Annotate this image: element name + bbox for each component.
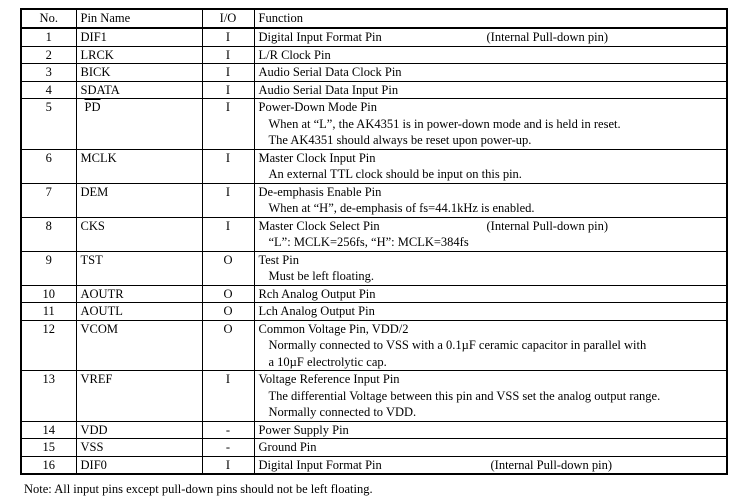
function-title-text: De-emphasis Enable Pin bbox=[258, 184, 382, 199]
pin-number: 4 bbox=[21, 81, 76, 99]
function-title bbox=[259, 150, 723, 167]
header-function: Function bbox=[254, 9, 727, 28]
pin-name bbox=[76, 99, 202, 150]
pin-name-label: VREF bbox=[80, 372, 113, 386]
pin-name bbox=[76, 64, 202, 82]
pin-name bbox=[76, 303, 202, 321]
function-title bbox=[259, 439, 723, 456]
table-row bbox=[21, 149, 727, 183]
pin-io: I bbox=[202, 371, 254, 422]
pin-name-label: TST bbox=[80, 252, 103, 267]
table-row bbox=[21, 439, 727, 457]
pin-io: I bbox=[202, 456, 254, 474]
pin-name bbox=[76, 217, 202, 251]
pin-number: 11 bbox=[21, 303, 76, 321]
pin-function bbox=[254, 64, 727, 82]
header-pin-name: Pin Name bbox=[76, 9, 202, 28]
pin-io: - bbox=[202, 421, 254, 439]
function-title-text: Rch Analog Output Pin bbox=[258, 286, 376, 301]
function-title bbox=[259, 99, 723, 116]
pin-number: 7 bbox=[21, 183, 76, 217]
pin-io: O bbox=[202, 251, 254, 285]
function-title bbox=[259, 47, 723, 64]
pin-number: 5 bbox=[21, 99, 76, 150]
table-row bbox=[21, 28, 727, 46]
pin-io: I bbox=[202, 64, 254, 82]
function-title bbox=[259, 218, 723, 235]
function-title bbox=[259, 29, 723, 46]
table-row bbox=[21, 46, 727, 64]
pin-io: I bbox=[202, 217, 254, 251]
table-row bbox=[21, 303, 727, 321]
footnote: Note: All input pins except pull-down pins should not be left floating. bbox=[24, 482, 373, 496]
pin-name-label: BICK bbox=[80, 65, 111, 79]
pin-function bbox=[254, 439, 727, 457]
function-title-text: Power Supply Pin bbox=[258, 422, 349, 437]
table-row bbox=[21, 81, 727, 99]
pin-name bbox=[76, 251, 202, 285]
pin-io: O bbox=[202, 285, 254, 303]
function-title bbox=[259, 422, 723, 439]
pin-function bbox=[254, 99, 727, 150]
function-title-text: Audio Serial Data Clock Pin bbox=[258, 65, 402, 79]
pin-io: I bbox=[202, 149, 254, 183]
function-detail: When at “L”, the AK4351 is in power-down mode and is held in reset. bbox=[268, 116, 621, 131]
pin-io: I bbox=[202, 28, 254, 46]
function-title-text: Common Voltage Pin, VDD/2 bbox=[258, 321, 409, 336]
header-io: I/O bbox=[202, 9, 254, 28]
function-title-text: L/R Clock Pin bbox=[258, 47, 331, 62]
pin-io: - bbox=[202, 439, 254, 457]
pin-number: 1 bbox=[21, 28, 76, 46]
pin-name-label: VCOM bbox=[80, 321, 119, 336]
function-detail: Normally connected to VDD. bbox=[268, 405, 417, 419]
function-detail: Normally connected to VSS with a 0.1µF ceramic capacitor in parallel with bbox=[268, 338, 647, 352]
pin-function bbox=[254, 456, 727, 474]
function-title-text: Digital Input Format Pin bbox=[258, 30, 382, 44]
pin-name-label: VDD bbox=[80, 422, 108, 437]
table-row bbox=[21, 99, 727, 150]
function-title-text: Ground Pin bbox=[258, 440, 317, 454]
function-detail: Must be left floating. bbox=[268, 269, 375, 283]
pin-name-label: DIF1 bbox=[80, 30, 107, 44]
pin-number: 15 bbox=[21, 439, 76, 457]
pin-name-label: SDATA bbox=[80, 82, 120, 97]
function-detail: “L”: MCLK=256fs, “H”: MCLK=384fs bbox=[268, 235, 469, 249]
pin-number: 3 bbox=[21, 64, 76, 82]
pin-io: O bbox=[202, 320, 254, 371]
table-row bbox=[21, 285, 727, 303]
pin-name-label: VSS bbox=[80, 440, 104, 454]
pin-name bbox=[76, 183, 202, 217]
pin-name-label: $\overline{PD}$ bbox=[84, 100, 101, 114]
function-title-text: Master Clock Input Pin bbox=[258, 150, 376, 165]
pin-name bbox=[76, 28, 202, 46]
function-detail: When at “H”, de-emphasis of fs=44.1kHz is enabled. bbox=[268, 201, 535, 215]
pin-name-label: CKS bbox=[80, 218, 105, 233]
pin-function bbox=[254, 421, 727, 439]
function-title bbox=[259, 184, 723, 201]
pin-name bbox=[76, 456, 202, 474]
pin-name bbox=[76, 149, 202, 183]
pin-number: 2 bbox=[21, 46, 76, 64]
table-row bbox=[21, 217, 727, 251]
pin-function bbox=[254, 28, 727, 46]
pin-name-label: DIF0 bbox=[80, 457, 107, 472]
pin-function bbox=[254, 285, 727, 303]
table-header-row bbox=[21, 9, 727, 28]
table-row bbox=[21, 251, 727, 285]
function-detail: a 10µF electrolytic cap. bbox=[268, 354, 387, 369]
pin-number: 13 bbox=[21, 371, 76, 422]
function-title bbox=[259, 371, 723, 388]
pin-name bbox=[76, 285, 202, 303]
pin-function bbox=[254, 217, 727, 251]
function-title-text: Power-Down Mode Pin bbox=[258, 100, 377, 114]
pin-io: I bbox=[202, 81, 254, 99]
table-row bbox=[21, 371, 727, 422]
pin-name-label: MCLK bbox=[80, 150, 117, 165]
pin-function-table bbox=[20, 8, 728, 475]
pin-name-label: AOUTR bbox=[80, 286, 124, 301]
header-no: No. bbox=[21, 9, 76, 28]
table-row bbox=[21, 64, 727, 82]
pin-function bbox=[254, 251, 727, 285]
table-row bbox=[21, 421, 727, 439]
function-title bbox=[259, 303, 723, 320]
pin-name bbox=[76, 320, 202, 371]
pin-function bbox=[254, 149, 727, 183]
function-detail: The differential Voltage between this pin and VSS set the analog output range. bbox=[268, 388, 661, 403]
table-row bbox=[21, 183, 727, 217]
pin-io: I bbox=[202, 183, 254, 217]
function-title-text: Voltage Reference Input Pin bbox=[258, 372, 400, 386]
function-title-text: Digital Input Format Pin bbox=[258, 457, 382, 472]
pin-io: I bbox=[202, 46, 254, 64]
pin-number: 6 bbox=[21, 149, 76, 183]
pin-name-label: LRCK bbox=[80, 47, 114, 62]
pin-number: 9 bbox=[21, 251, 76, 285]
pin-number: 16 bbox=[21, 456, 76, 474]
function-title-text: Test Pin bbox=[258, 252, 299, 267]
pin-name bbox=[76, 421, 202, 439]
function-title-text: Lch Analog Output Pin bbox=[258, 304, 375, 318]
function-title bbox=[259, 82, 723, 99]
pin-function bbox=[254, 183, 727, 217]
function-detail: The AK4351 should always be reset upon power-up. bbox=[268, 133, 532, 147]
function-title bbox=[259, 286, 723, 303]
pin-function bbox=[254, 81, 727, 99]
function-title bbox=[259, 321, 723, 338]
pin-io: I bbox=[202, 99, 254, 150]
pull-down-note: (Internal Pull-down pin) bbox=[490, 457, 613, 472]
function-title-text: Master Clock Select Pin bbox=[258, 218, 380, 233]
pin-name-label: DEM bbox=[80, 184, 109, 199]
pin-function bbox=[254, 46, 727, 64]
pin-name bbox=[76, 439, 202, 457]
pin-number: 14 bbox=[21, 421, 76, 439]
function-title-text: Audio Serial Data Input Pin bbox=[258, 82, 399, 97]
pull-down-note: (Internal Pull-down pin) bbox=[486, 30, 609, 44]
pin-io: O bbox=[202, 303, 254, 321]
pin-number: 8 bbox=[21, 217, 76, 251]
pin-function bbox=[254, 371, 727, 422]
function-title bbox=[259, 64, 723, 81]
pin-name-label: AOUTL bbox=[80, 304, 123, 318]
table-row bbox=[21, 456, 727, 474]
function-title bbox=[259, 252, 723, 269]
pin-name bbox=[76, 371, 202, 422]
pin-rows bbox=[21, 28, 727, 474]
pin-number: 10 bbox=[21, 285, 76, 303]
function-title bbox=[259, 457, 723, 474]
table-row bbox=[21, 320, 727, 371]
pull-down-note: (Internal Pull-down pin) bbox=[486, 218, 609, 233]
pin-function bbox=[254, 320, 727, 371]
pin-number: 12 bbox=[21, 320, 76, 371]
function-detail: An external TTL clock should be input on this pin. bbox=[268, 167, 522, 181]
pin-name bbox=[76, 46, 202, 64]
pin-function bbox=[254, 303, 727, 321]
pin-name bbox=[76, 81, 202, 99]
